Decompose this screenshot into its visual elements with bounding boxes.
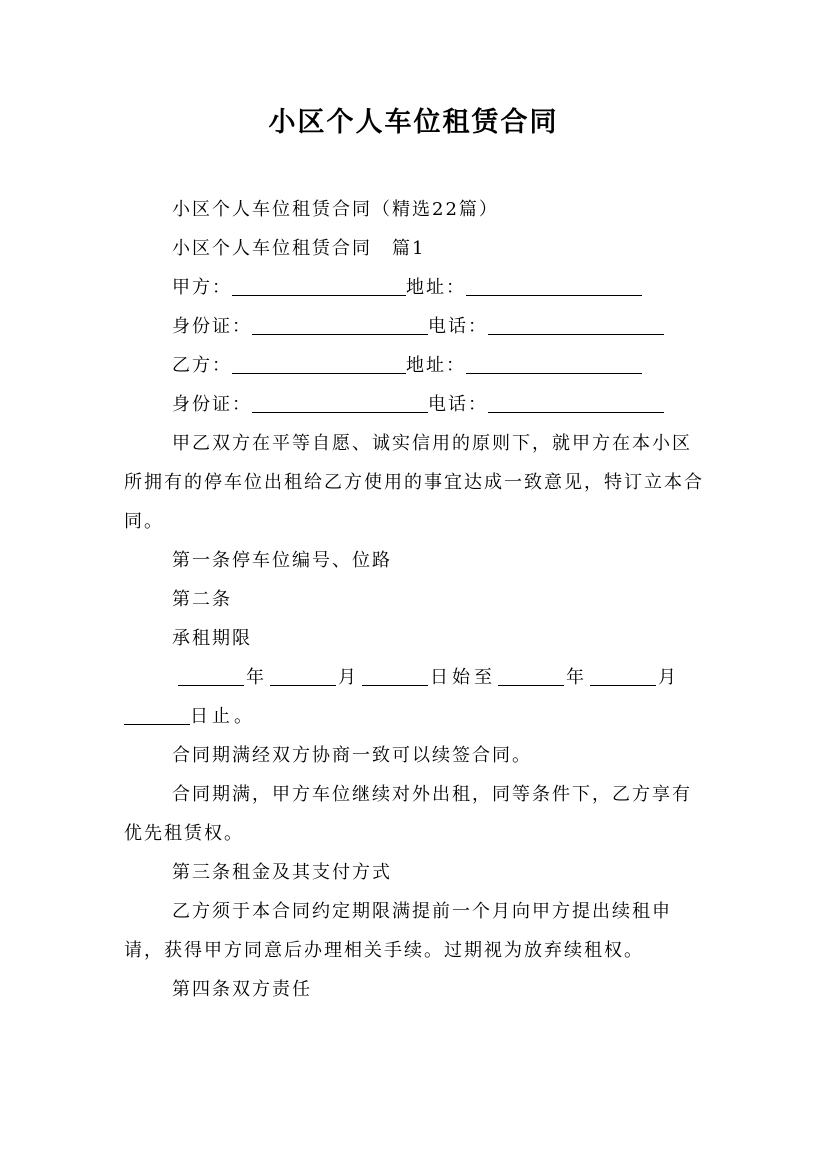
article-1: 第一条停车位编号、位路: [172, 550, 392, 571]
lease-term-heading: 承租期限: [172, 628, 252, 649]
phone-blank: [488, 392, 664, 413]
document-title: 小区个人车位租赁合同: [268, 107, 559, 138]
address-label: 地址：: [406, 277, 466, 298]
date-blank: [178, 665, 244, 686]
phone-label: 电话：: [428, 394, 488, 415]
party-a-id-line: [124, 307, 708, 346]
party-a-label: 甲方：: [172, 277, 232, 298]
date-blank: [362, 665, 428, 686]
document-subtitle: 小区个人车位租赁合同（精选22篇）: [172, 199, 499, 220]
date-end-label: 日止。: [190, 706, 256, 727]
date-start-label: 日始至: [430, 667, 496, 688]
article-4: 第四条双方责任: [172, 979, 312, 1000]
party-b-blank: [232, 353, 406, 374]
date-blank: [270, 665, 336, 686]
date-year-label: 年: [566, 667, 588, 688]
id-blank: [252, 314, 428, 335]
date-blank: [124, 704, 190, 725]
article-3: 第三条租金及其支付方式: [172, 862, 392, 883]
date-year-label: 年: [246, 667, 268, 688]
date-blank: [498, 665, 564, 686]
address-blank: [466, 275, 642, 296]
renew-consensus-paragraph: 合同期满经双方协商一致可以续签合同。: [172, 745, 532, 766]
party-b-line: [124, 346, 708, 385]
intro-paragraph: 甲乙双方在平等自愿、诚实信用的原则下，就甲方在本小区所拥有的停车位出租给乙方使用的事宜达成一致意见，特订立本合同。: [124, 433, 704, 532]
lease-date-end-line: [124, 697, 708, 736]
party-b-label: 乙方：: [172, 355, 232, 376]
party-a-line: [124, 268, 708, 307]
phone-label: 电话：: [428, 316, 488, 337]
phone-blank: [488, 314, 664, 335]
id-label: 身份证：: [172, 316, 252, 337]
document-body: [124, 190, 708, 1009]
id-blank: [252, 392, 428, 413]
section-heading: 小区个人车位租赁合同 篇1: [172, 238, 426, 259]
id-label: 身份证：: [172, 394, 252, 415]
date-month-label: 月: [338, 667, 360, 688]
renew-apply-paragraph: 乙方须于本合同约定期限满提前一个月向甲方提出续租申请，获得甲方同意后办理相关手续。过期视为放弃续租权。: [124, 901, 672, 961]
date-month-label: 月: [658, 667, 680, 688]
address-label: 地址：: [406, 355, 466, 376]
lease-date-line: [124, 658, 708, 697]
article-2: 第二条: [172, 589, 232, 610]
address-blank: [466, 353, 642, 374]
date-blank: [590, 665, 656, 686]
priority-paragraph: 合同期满，甲方车位继续对外出租，同等条件下，乙方享有优先租赁权。: [124, 784, 692, 844]
party-a-blank: [232, 275, 406, 296]
party-b-id-line: [124, 385, 708, 424]
